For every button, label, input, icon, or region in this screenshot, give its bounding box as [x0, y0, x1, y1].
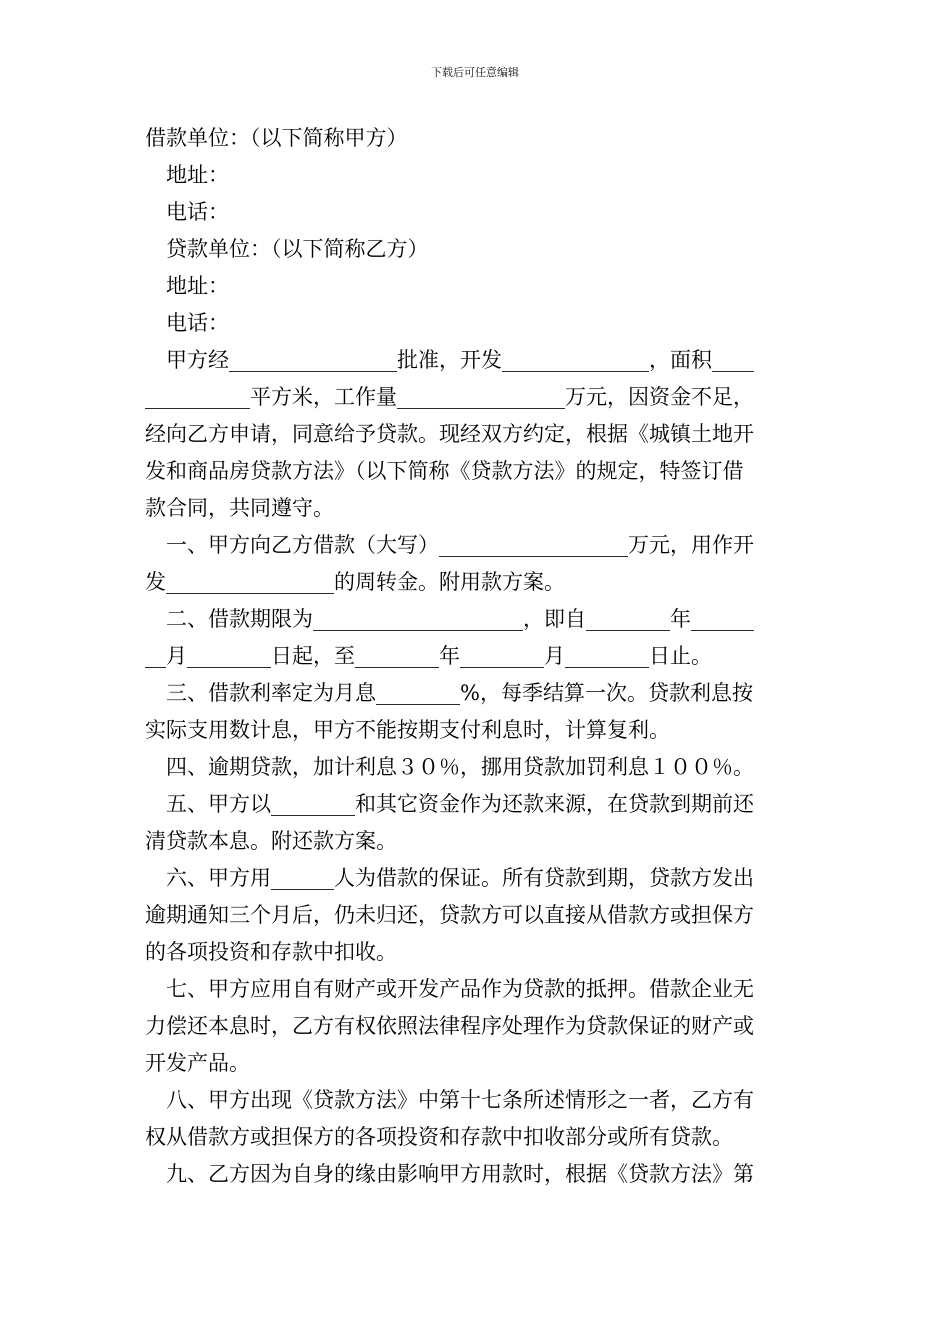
- clause-7-line: 力偿还本息时，乙方有权依照法律程序处理作为贷款保证的财产或: [145, 1014, 754, 1038]
- page-header-note: 下载后可任意编辑: [431, 66, 519, 79]
- borrower-address-line: 地址：: [145, 163, 229, 187]
- clause-6-line: 六、甲方用______人为借款的保证。所有贷款到期，贷款方发出: [145, 866, 754, 890]
- clause-6-line: 的各项投资和存款中扣收。: [145, 940, 397, 964]
- clause-9-line: 九、乙方因为自身的缘由影响甲方用款时，根据《贷款方法》第: [145, 1162, 754, 1186]
- lender-line: 贷款单位：（以下简称乙方）: [145, 237, 429, 261]
- clause-3-line: 三、借款利率定为月息________%，每季结算一次。贷款利息按: [145, 681, 753, 705]
- paragraph-line: 款合同，共同遵守。: [145, 496, 334, 520]
- clause-2-line: 二、借款期限为____________________，即自________年______: [145, 607, 754, 631]
- clause-4-line: 四、逾期贷款，加计利息３０％，挪用贷款加罚利息１００％。: [145, 755, 754, 779]
- clause-7-line: 开发产品。: [145, 1051, 250, 1075]
- clause-8-line: 八、甲方出现《贷款方法》中第十七条所述情形之一者，乙方有: [145, 1088, 754, 1112]
- clause-1-line: 发________________的周转金。附用款方案。: [145, 570, 565, 594]
- clause-1-line: 一、甲方向乙方借款（大写）__________________万元，用作开: [145, 533, 754, 557]
- lender-phone-line: 电话：: [145, 311, 229, 335]
- lender-address-line: 地址：: [145, 274, 229, 298]
- borrower-phone-line: 电话：: [145, 200, 229, 224]
- clause-8-line: 权从借款方或担保方的各项投资和存款中扣收部分或所有贷款。: [145, 1125, 733, 1149]
- borrower-line: 借款单位：（以下简称甲方）: [145, 126, 408, 150]
- clause-6-line: 逾期通知三个月后，仍未归还，贷款方可以直接从借款方或担保方: [145, 903, 754, 927]
- contract-body: [145, 120, 807, 1193]
- paragraph-line: 经向乙方申请，同意给予贷款。现经双方约定，根据《城镇土地开: [145, 422, 754, 446]
- clause-2-line: __月________日起，至________年________月________日止。: [145, 644, 712, 668]
- clause-7-line: 七、甲方应用自有财产或开发产品作为贷款的抵押。借款企业无: [145, 977, 754, 1001]
- paragraph-line: __________平方米，工作量________________万元，因资金不足，: [145, 385, 754, 409]
- clause-5-line: 清贷款本息。附还款方案。: [145, 829, 397, 853]
- paragraph-line: 甲方经________________批准，开发______________，面积____: [145, 348, 754, 372]
- clause-5-line: 五、甲方以________和其它资金作为还款来源，在贷款到期前还: [145, 792, 754, 816]
- paragraph-line: 发和商品房贷款方法》（以下简称《贷款方法》的规定，特签订借: [145, 459, 744, 483]
- clause-3-line: 实际支用数计息，甲方不能按期支付利息时，计算复利。: [145, 718, 670, 742]
